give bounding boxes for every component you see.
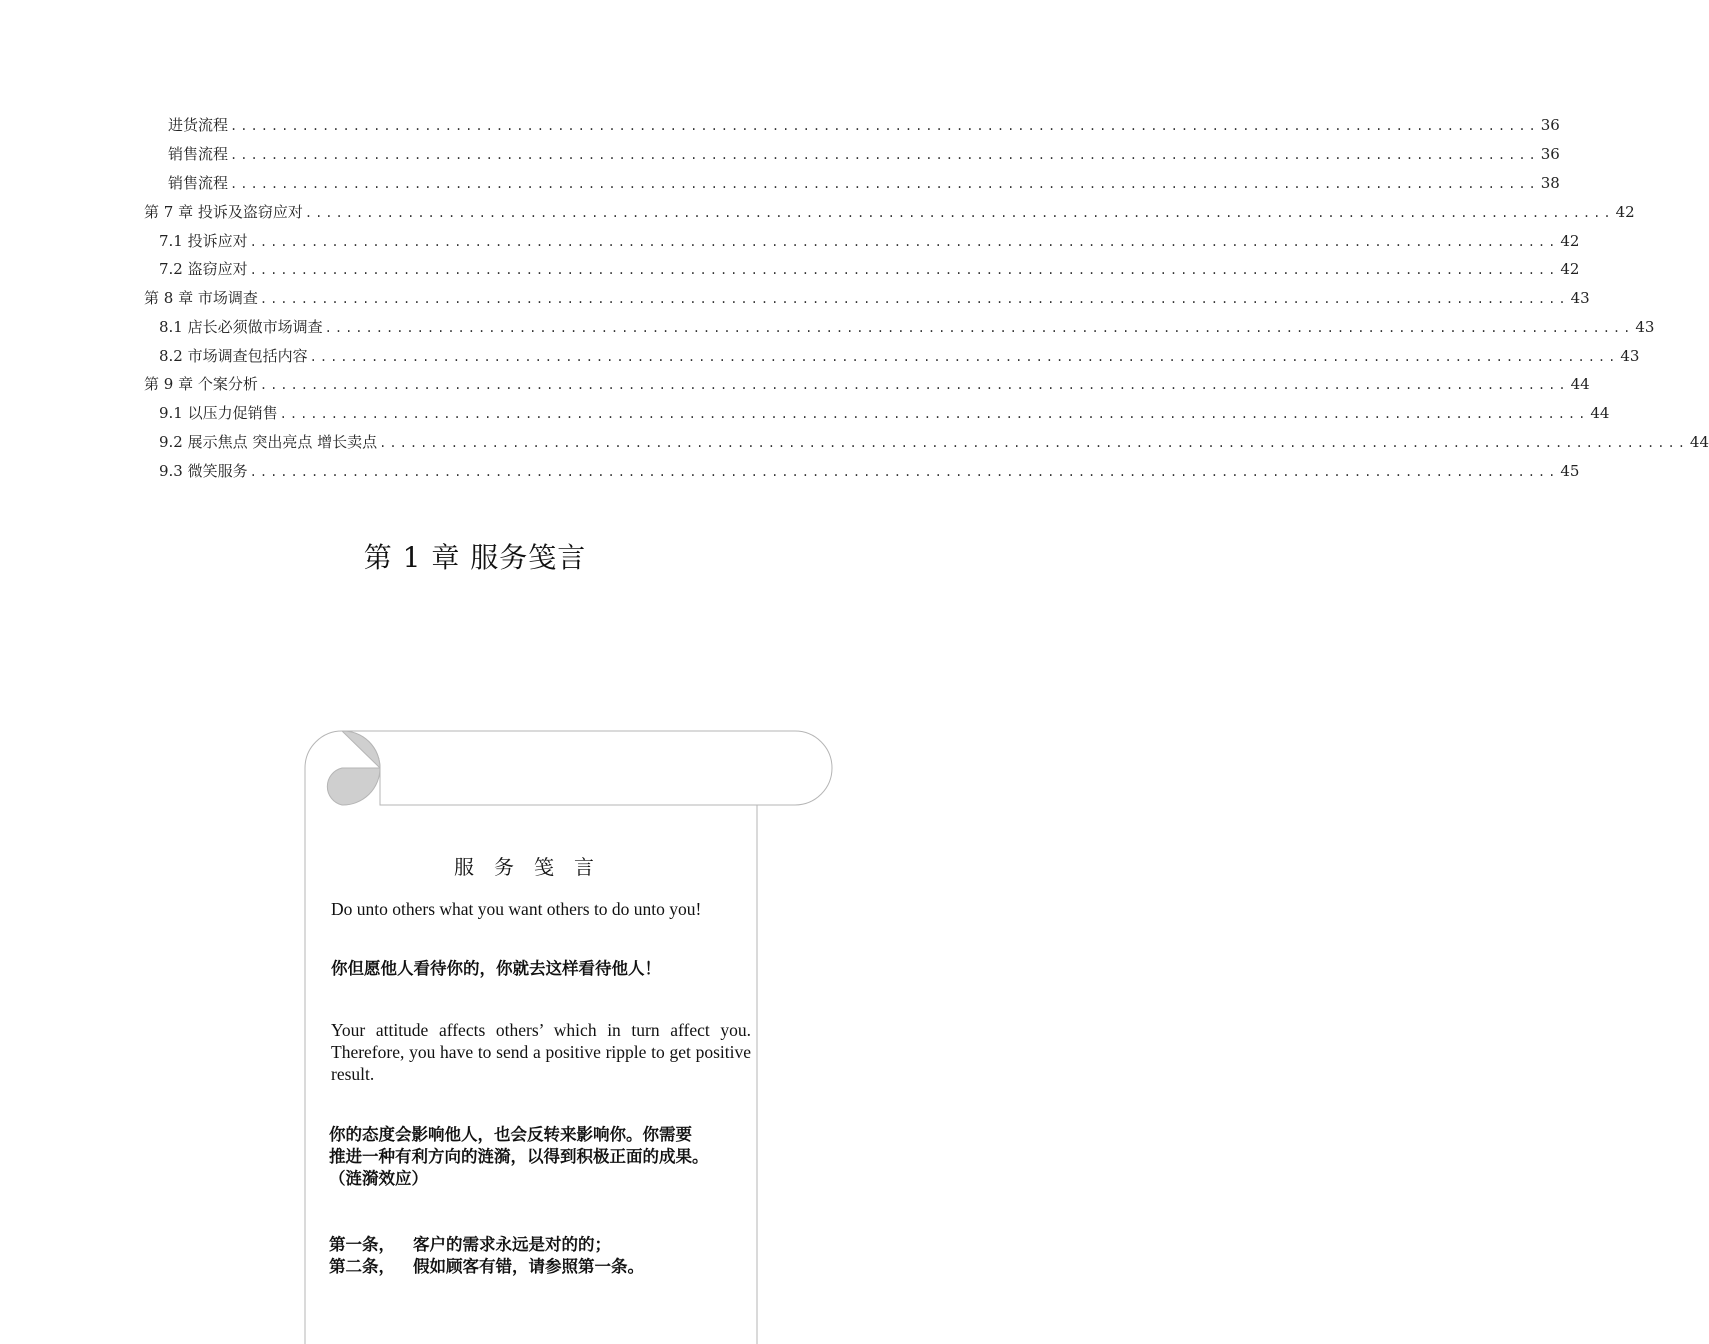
toc-entry-label: 进货流程: [168, 116, 229, 134]
rule-text: 假如顾客有错，请参照第一条。: [413, 1257, 644, 1276]
toc-page-number: 42: [1615, 203, 1635, 221]
toc-page-number: 36: [1540, 116, 1560, 134]
toc-entry[interactable]: [159, 258, 1580, 280]
toc-leader-dots: ................................................................................................................................: [379, 436, 1688, 450]
toc-entry[interactable]: [159, 345, 1640, 367]
rule-text: 客户的需求永远是对的的；: [413, 1235, 611, 1254]
toc-leader-dots: ................................................................................................................................: [259, 378, 1569, 392]
toc-entry-label: 9.2 展示焦点 突出亮点 增长卖点: [159, 433, 378, 451]
toc-leader-dots: ................................................................................................................................: [304, 206, 1614, 220]
toc-leader-dots: ................................................................................................................................: [259, 292, 1569, 306]
attitude-chinese: [329, 1124, 765, 1190]
toc-entry[interactable]: [168, 143, 1560, 165]
toc-entry[interactable]: [159, 402, 1610, 424]
attitude-english: Your attitude affects others’ which in turn affect you. Therefore, you have to send a positive ripple to get positive result.: [331, 1020, 751, 1084]
toc-page-number: 45: [1560, 462, 1580, 480]
motto-english: Do unto others what you want others to do unto you!: [331, 899, 702, 919]
toc-page-number: 42: [1560, 260, 1580, 278]
toc-page-number: 44: [1689, 433, 1709, 451]
toc-leader-dots: ................................................................................................................................: [230, 177, 1539, 191]
toc-page-number: 43: [1620, 347, 1640, 365]
rule-number: 第一条，: [329, 1235, 395, 1254]
toc-leader-dots: ................................................................................................................................: [249, 235, 1559, 249]
chapter-title: 第 1 章 服务笺言: [363, 541, 587, 574]
toc-entry-label: 7.1 投诉应对: [159, 232, 248, 250]
toc-page-number: 43: [1635, 318, 1655, 336]
toc-chapter-entry[interactable]: [144, 201, 1635, 223]
attitude-chinese-line: 你的态度会影响他人，也会反转来影响你。你需要: [329, 1125, 692, 1144]
toc-entry-label: 销售流程: [168, 174, 229, 192]
toc-entry-label: 9.3 微笑服务: [159, 462, 248, 480]
rule-item: [329, 1256, 765, 1278]
toc-page-number: 44: [1570, 375, 1590, 393]
toc-leader-dots: ................................................................................................................................: [279, 407, 1589, 421]
toc-page-number: 42: [1560, 232, 1580, 250]
toc-leader-dots: ................................................................................................................................: [230, 148, 1539, 162]
attitude-chinese-note: （涟漪效应）: [329, 1169, 428, 1188]
toc-leader-dots: ................................................................................................................................: [249, 465, 1559, 479]
toc-entry-label: 第 8 章 市场调查: [144, 289, 258, 307]
toc-page-number: 44: [1590, 404, 1610, 422]
toc-entry-label: 8.1 店长必须做市场调查: [159, 318, 323, 336]
toc-chapter-entry[interactable]: [144, 287, 1590, 309]
toc-chapter-entry[interactable]: [144, 373, 1590, 395]
scroll-curl-bottom: [327, 768, 380, 805]
toc-entry[interactable]: [159, 316, 1655, 338]
toc-entry[interactable]: [168, 172, 1560, 194]
toc-leader-dots: ................................................................................................................................: [309, 350, 1619, 364]
service-rules: [329, 1234, 765, 1278]
toc-leader-dots: ................................................................................................................................: [324, 321, 1634, 335]
toc-entry[interactable]: [159, 460, 1580, 482]
toc-entry-label: 9.1 以压力促销售: [159, 404, 278, 422]
toc-entry-label: 第 7 章 投诉及盗窃应对: [144, 203, 303, 221]
toc-entry[interactable]: [159, 230, 1580, 252]
scroll-heading: 服务笺言: [454, 855, 614, 879]
scroll-top-roll: [342, 731, 832, 805]
toc-entry-label: 销售流程: [168, 145, 229, 163]
toc-entry[interactable]: [168, 114, 1560, 136]
toc-page-number: 43: [1570, 289, 1590, 307]
scroll-left-roll: [305, 731, 342, 768]
rule-number: 第二条，: [329, 1257, 395, 1276]
toc-page-number: 36: [1540, 145, 1560, 163]
toc-entry-label: 第 9 章 个案分析: [144, 375, 258, 393]
toc-page-number: 38: [1540, 174, 1560, 192]
toc-entry[interactable]: [159, 431, 1709, 453]
rule-item: [329, 1234, 765, 1256]
motto-chinese: 你但愿他人看待你的，你就去这样看待他人！: [331, 959, 661, 978]
toc-leader-dots: ................................................................................................................................: [249, 263, 1559, 277]
toc-leader-dots: ................................................................................................................................: [230, 119, 1539, 133]
attitude-chinese-line: 推进一种有利方向的涟漪，以得到积极正面的成果。: [329, 1147, 709, 1166]
toc-entry-label: 7.2 盗窃应对: [159, 260, 248, 278]
toc-entry-label: 8.2 市场调查包括内容: [159, 347, 308, 365]
